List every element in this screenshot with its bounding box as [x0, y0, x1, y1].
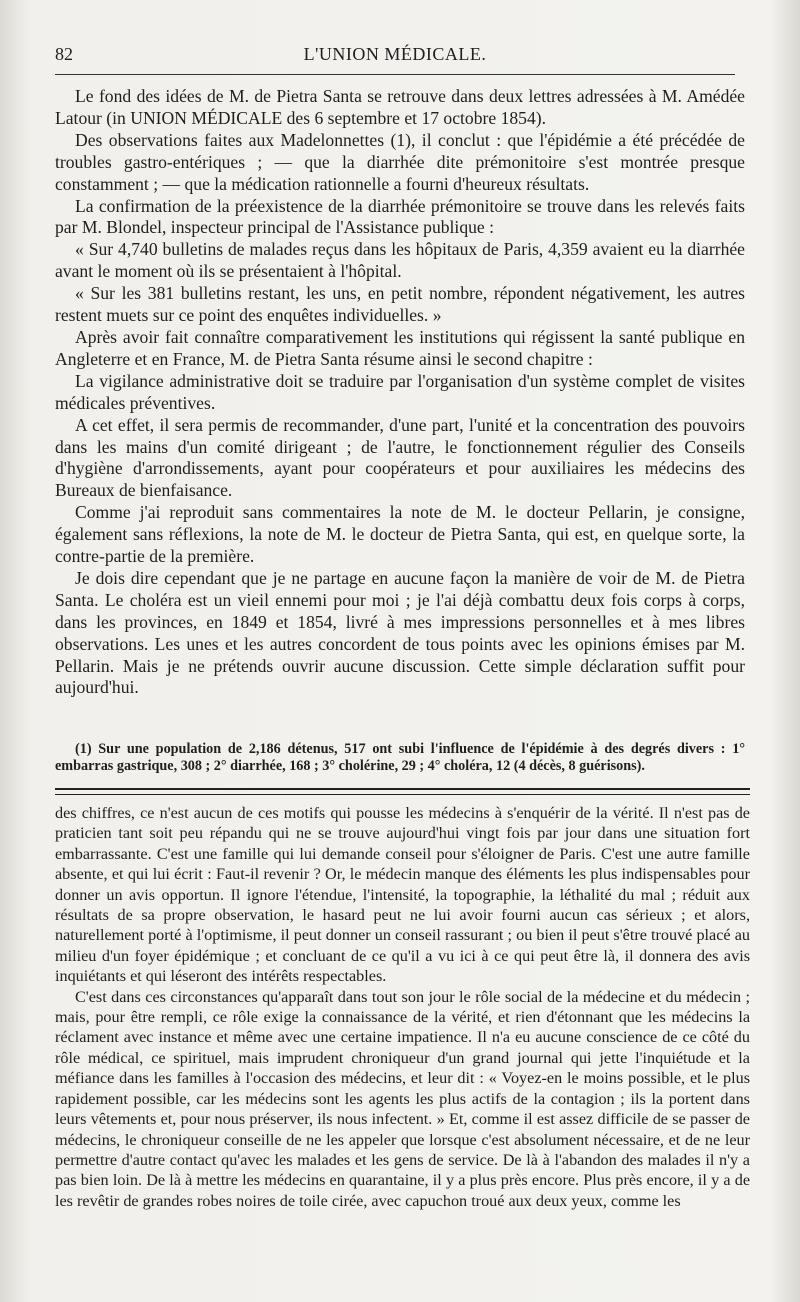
feuilleton-separator: [55, 788, 750, 795]
footnote: [55, 741, 745, 775]
running-title: L'UNION MÉDICALE.: [303, 44, 487, 64]
paragraph: Après avoir fait connaître comparativement les institutions qui régissent la santé publique en Angleterre et en France, M. de Pietra Santa résume ainsi le second chapitre :: [55, 326, 745, 369]
page-header: [55, 44, 735, 76]
paragraph: Des observations faites aux Madelonnettes (1), il conclut : que l'épidémie a été précédée de troubles gastro-entériques ; — que la diarrhée dite prémonitoire s'est montrée presque constamment ; — que la médication rationnelle a fourni d'heureux résultats.: [55, 129, 745, 194]
paragraph: Le fond des idées de M. de Pietra Santa se retrouve dans deux lettres adressées à M. Amédée Latour (in UNION MÉDICALE des 6 septembre et 17 octobre 1854).: [55, 86, 745, 128]
paragraph: A cet effet, il sera permis de recommander, d'une part, l'unité et la concentration des pouvoirs dans les mains d'un comité dirigeant ; de l'autre, le fonctionnement régulier des Conseils d'hygiène d'arrondissements, ayant pour coopérateurs et pour auxiliaires les médecins des Bureaux de bienfaisance.: [55, 414, 745, 501]
header-rule: [55, 74, 735, 75]
paragraph: « Sur 4,740 bulletins de malades reçus dans les hôpitaux de Paris, 4,359 avaient eu la diarrhée avant le moment où ils se présentaient à l'hôpital.: [55, 239, 745, 282]
paragraph: des chiffres, ce n'est aucun de ces motifs qui pousse les médecins à s'enquérir de la vérité. Il n'est pas de praticien tant soit peu répandu qui ne se trouve aujourd'hui vingt fois par jour dans une situation fort embarrassante. C'est une famille qui lui demande conseil pour s'éloigner de Paris. C'est une autre famille absente, et qui lui écrit : Faut-il revenir ? Or, le médecin manque des éléments les plus indispensables pour donner un avis opportun. Il ignore l'étendue, l'intensité, la topographie, la léthalité du mal ; réduit aux résultats de sa propre observation, le hasard peut ne lui avoir fourni aucun cas sérieux ; et alors, naturellement porté à l'optimisme, il peut donner un conseil rassurant ; ou bien il peut s'être trouvé placé au milieu d'un foyer épidémique ; et concluant de ce qu'il a vu ici à ce qui peut être là, il donnera des avis inquiétants et qui léseront des intérêts respectables.: [55, 804, 750, 986]
feuilleton-text: [55, 803, 750, 1211]
footnote-text: (1) Sur une population de 2,186 détenus, 517 ont subi l'influence de l'épidémie à des degrés divers : 1° embarras gastrique, 308 ; 2° diarrhée, 168 ; 3° cholérine, 29 ; 4° choléra, 12 (4 décès, 8 guérisons).: [55, 741, 745, 774]
paragraph: Comme j'ai reproduit sans commentaires la note de M. le docteur Pellarin, je consigne, également sans réflexions, la note de M. le docteur de Pietra Santa, qui est, en quelque sorte, la contre-partie de la première.: [55, 502, 745, 567]
page-number: 82: [55, 44, 73, 64]
paragraph: La vigilance administrative doit se traduire par l'organisation d'un système complet de visites médicales préventives.: [55, 370, 745, 413]
paragraph: « Sur les 381 bulletins restant, les uns, en petit nombre, répondent négativement, les autres restent muets sur ce point des enquêtes individuelles. »: [55, 283, 745, 326]
main-text: [55, 86, 745, 699]
paragraph: Je dois dire cependant que je ne partage en aucune façon la manière de voir de M. de Pietra Santa. Le choléra est un vieil ennemi pour moi ; je l'ai déjà combattu deux fois corps à corps, dans les provinces, en 1849 et 1854, livré à mes impressions personnelles et à mes libres observations. Les unes et les autres concordent de tous points avec les opinions émises par M. Pellarin. Mais je ne prétends ouvrir aucune discussion. Cette simple déclaration suffit pour aujourd'hui.: [55, 567, 745, 698]
paragraph: La confirmation de la préexistence de la diarrhée prémonitoire se trouve dans les relevés faits par M. Blondel, inspecteur principal de l'Assistance publique :: [55, 195, 745, 238]
paragraph: C'est dans ces circonstances qu'apparaît dans tout son jour le rôle social de la médecine et du médecin ; mais, pour être rempli, ce rôle exige la connaissance de la vérité, et rien d'étonnant que les médecins la réclament avec instance et même avec une certaine impatience. Il n'a eu aucune conscience de ce côté du rôle médical, ce spirituel, mais imprudent chroniqueur d'un grand journal qui jette l'inquiétude et la méfiance dans les familles à l'occasion des médecins, et leur dit : « Voyez-en le moins possible, et le plus rapidement possible, car les médecins sont les agents les plus actifs de la contagion ; ils la portent dans leurs vêtements et, pour nous préserver, ils nous infectent. » Et, comme il est assez difficile de se passer de médecins, le chroniqueur conseille de ne les appeler que lorsque c'est absolument nécessaire, et de ne leur permettre d'autre contact qu'avec les malades et les gens de service. De là à l'abandon des malades il n'y a pas bien loin. De là à mettre les médecins en quarantaine, il y a plus près encore. Plus près encore, il y a de les revêtir de grandes robes noires de toile cirée, avec capuchon troué aux deux yeux, comme les: [55, 987, 750, 1210]
